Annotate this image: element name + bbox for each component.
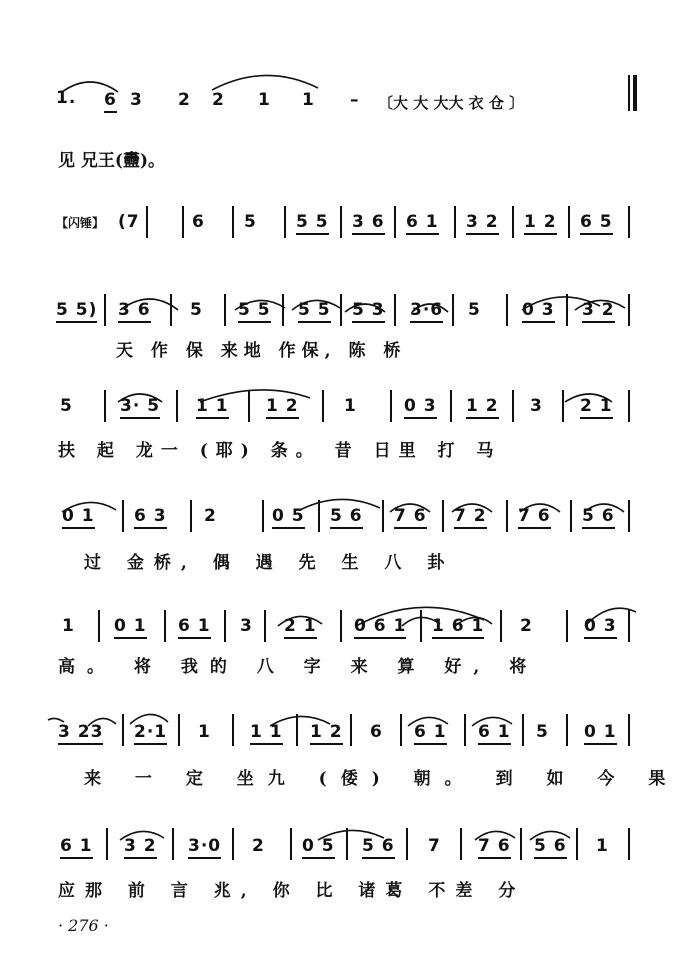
note: 0 1	[62, 506, 95, 529]
note: 2 1	[580, 396, 613, 419]
note: 7 6	[518, 506, 551, 529]
note: 6 1	[60, 836, 93, 859]
note: 1 1	[250, 722, 283, 745]
note: 6	[370, 722, 383, 742]
note: 6	[192, 212, 205, 232]
note: 5	[60, 396, 73, 416]
note: 0 5	[302, 836, 335, 859]
note: 6 1	[414, 722, 447, 745]
note: 2	[178, 90, 191, 110]
note: 5 5	[296, 212, 329, 235]
lyrics-text: 天 作 保 来地 作保, 陈 桥	[116, 341, 407, 361]
note: 3· 5	[120, 396, 160, 419]
lyrics-text: 来 一 定 坐九 (倭) 朝。 到 如 今 果	[84, 769, 680, 789]
note: 1	[62, 616, 75, 636]
note: 1 2	[524, 212, 557, 235]
note: 6 3	[134, 506, 167, 529]
note: 0 3	[584, 616, 617, 639]
note: 5 5	[298, 300, 331, 323]
note: 2	[252, 836, 265, 856]
note: 0 6 1	[354, 616, 406, 639]
note: 1	[198, 722, 211, 742]
note: 3	[240, 616, 253, 636]
note: 5 6	[582, 506, 615, 529]
note: 3·6	[410, 300, 443, 323]
note: 3 2	[466, 212, 499, 235]
note: 7 6	[394, 506, 427, 529]
note: 3	[530, 396, 543, 416]
note: 1 2	[266, 396, 299, 419]
lyrics-text: 应那 前 言 兆, 你 比 诸葛 不差 分	[58, 881, 526, 901]
note: 1 1	[196, 396, 229, 419]
note: 6 1	[478, 722, 511, 745]
note: 7 2	[454, 506, 487, 529]
note: 1 2	[310, 722, 343, 745]
lyrics-text: 扶 起 龙一 (耶) 条。 昔 日里 打 马	[58, 441, 502, 461]
note: (7	[118, 212, 140, 232]
note: 0 5	[272, 506, 305, 529]
note: 3 2	[124, 836, 157, 859]
note: 2 1	[284, 616, 317, 639]
lyrics-text: 过 金桥, 偶 遇 先 生 八 卦	[84, 553, 455, 573]
note: 6 1	[178, 616, 211, 639]
note: 3 6	[118, 300, 151, 323]
note: 5 6	[330, 506, 363, 529]
note: 5	[536, 722, 549, 742]
note: 1.	[56, 88, 77, 108]
note: 0 3	[522, 300, 555, 323]
note: 2	[520, 616, 533, 636]
note: 5	[244, 212, 257, 232]
note: 5 5)	[56, 300, 97, 323]
note: 0 3	[404, 396, 437, 419]
note: 2	[204, 506, 217, 526]
note: 5 3	[352, 300, 385, 323]
note: 6 1	[406, 212, 439, 235]
note: 2·1	[134, 722, 167, 745]
section-label: 【闪锤】	[56, 216, 105, 230]
note: 0 1	[114, 616, 147, 639]
note: 1	[596, 836, 609, 856]
note: 6 5	[580, 212, 613, 235]
note: 3 2	[582, 300, 615, 323]
note: 5 6	[362, 836, 395, 859]
note: 2	[212, 90, 225, 110]
note: 1 2	[466, 396, 499, 419]
note: 5 6	[534, 836, 567, 859]
note: 1	[344, 396, 357, 416]
note: 5 5	[238, 300, 271, 323]
note: 5	[190, 300, 203, 320]
note: 3 23	[58, 722, 103, 745]
lyrics-text: 高。 将 我的 八 字 来 算 好, 将	[58, 657, 539, 677]
note: 3·0	[188, 836, 221, 859]
percussion-pattern: 〔大 大 大大 衣 仓 〕	[378, 94, 525, 112]
note: 5	[468, 300, 481, 320]
note: 0 1	[584, 722, 617, 745]
note: 7	[428, 836, 441, 856]
lyrics-text: 见 兄王(䀌)。	[58, 151, 166, 171]
note: 1 6 1	[432, 616, 484, 639]
note: 6	[104, 90, 117, 113]
note: 3 6	[352, 212, 385, 235]
page-number: · 276 ·	[58, 916, 109, 935]
note: 1	[258, 90, 271, 110]
note: 7 6	[478, 836, 511, 859]
note: 1	[302, 90, 315, 110]
note: 3	[130, 90, 143, 110]
dash: –	[350, 90, 360, 110]
